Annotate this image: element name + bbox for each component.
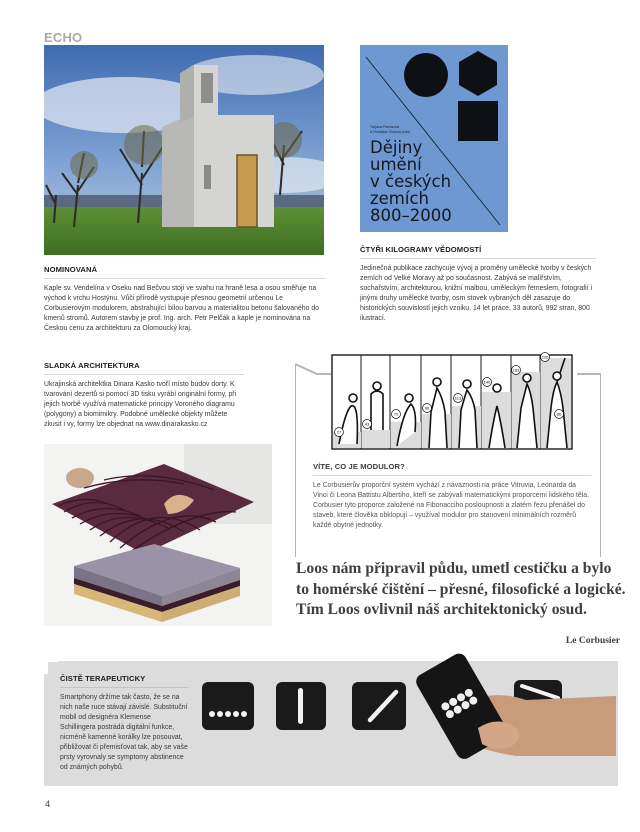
modulor-label: 70 [393,411,399,417]
modulor-label: 113 [454,395,462,401]
modulor-label: 43 [364,421,370,427]
book-text: Jedinečná publikace zachycuje vývoj a proměny umělecké tvorby v českých zemích od Velké Moravy až po současnost. Zabývá se malířstvím, sochařstvím, architekturou, knižní malbou, uměleckým řemeslem, fotografií i jinými druhy umělecké tvorby, osm stovek vybraných děl zasazuje do historických souvislostí jejich vzniku. 14 let práce, 33 autorů, 992 stran, 800 ilustrací. [360,265,593,322]
sweet-heading: SLADKÁ ARCHITEKTURA [44,361,244,375]
page-number: 4 [45,799,51,810]
book-cover [360,45,508,232]
modulor-label: 140 [483,379,491,385]
modulor-label: 86 [556,411,562,417]
modulor-drawing [331,352,581,452]
book-author-line: & Rostislav Švácha (eds) [370,130,411,134]
book-cover-authors [370,125,410,135]
cake-photo-art [44,444,272,626]
chapel-photo [44,45,324,255]
book-title-line: v českých [370,172,452,191]
stone-phone [352,682,406,730]
sweet-article [44,361,244,430]
section-tag: ECHO [44,30,83,45]
book-author-line: Taťjana Petrasová [370,125,400,129]
nominated-heading: NOMINOVANÁ [44,265,326,279]
modulor-label: 226 [541,354,549,360]
modulor-heading: VÍTE, CO JE MODULOR? [313,462,591,476]
therapy-heading: ČISTĚ TERAPEUTICKY [60,674,188,688]
therapy-text: Smartphony držíme tak často, že se na nich naše ruce stávají závislé. Substituční mobil od designéra Klemense Schillingera postrádá digitální funkce, nicméně kamenné korálky lze posouvat, přibližovat či přemisťovat tak, aby se vaše prsty vyrovnaly se symptomy abstinence od známých pohybů. [60,694,188,771]
book-title-line: 800–2000 [370,206,452,225]
quote-author: Le Corbusier [565,636,620,646]
substitute-phones-photo [196,646,616,786]
modulor-label: 86 [424,405,430,411]
book-article [360,245,596,324]
sweet-text: Ukrajinská architektka Dinara Kasko tvoří místo budov dorty. K tvarování dezertů si pomocí 3D tisku vyrábí originální formy, při jejich tvorbě využívá matematické principy Voroného diagramu (polygony) a biomimikry. Podobné umělecké objekty můžete zkusit i vy, formy lze objednat na www.dinarakasko.cz [44,381,237,428]
modulor-label: 183 [512,367,520,373]
therapy-article [60,674,188,773]
book-cover-title [370,139,452,224]
cake-photo [44,444,272,626]
book-title-line: umění [370,155,422,174]
modulor-text: Le Corbusierův proporční systém vychází z návaznosti na práce Vitruvia, Leonarda da Vinci či Leona Battistu Albertiho, kteří se zabývali matematickými proporcemi lidského těla. Corbusier tyto proporce založené na Fibonacciho posloupnosti a zlatém řezu přenášel do staveb, které člověka obklopují – využíval modulor pro stanovení minimálních rozměrů každé obytné jednotky. [313,482,590,529]
nominated-text: Kaple sv. Vendelína v Oseku nad Bečvou stojí ve svahu na hraně lesa a osou směřuje na východ k vrchu Hostýnu. Vůči přírodě vystupuje přesnou geometrií určenou Le Corbusierovým modulorem, abstrahující bílou barvou a materialitou betonu šalovaného do kmenů stromů. Autorem stavby je prof. Ing. arch. Petr Pelčák a kaple je nominována na Českou cenu za architekturu za Olomoucký kraj. [44,285,320,332]
pull-quote: Loos nám připravil půdu, umetl cestičku a bylo to homérské čištění – přesné, filosofické a logické. Tím Loos ovlivnil náš architektonický osud. [296,560,626,618]
book-heading: ČTYŘI KILOGRAMY VĚDOMOSTÍ [360,245,596,259]
chapel-photo-art [44,45,324,255]
stone-phone [202,682,254,730]
modulor-article [313,462,591,531]
modulor-label: 27 [336,429,342,435]
nominated-article [44,265,326,334]
book-title-line: Dějiny [370,138,423,157]
modulor-box [295,352,601,557]
book-title-line: zemích [370,189,429,208]
